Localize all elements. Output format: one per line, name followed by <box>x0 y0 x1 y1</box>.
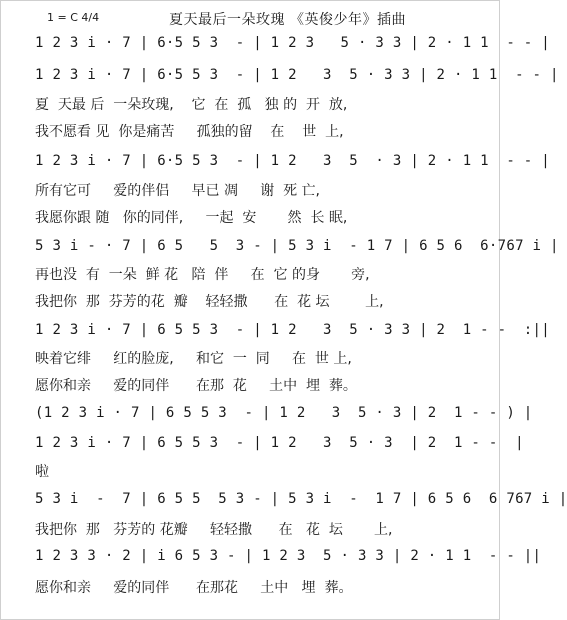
lyric-line: 我不愿看 见 你是痛苦 孤独的留 在 世 上, <box>35 124 344 140</box>
lyric-line: 我把你 那 芬芳的 花瓣 轻轻撒 在 花 坛 上, <box>35 522 393 538</box>
key-signature: 1 = C 4/4 <box>47 11 100 24</box>
notation-line: 1 2 3 i · 7 | 6·5 5 3 - | 1 2 3 5 · 3 3 | 2 · 1 1 - - | <box>35 35 550 51</box>
score-header <box>1 9 501 29</box>
notation-line: 1 2 3 i · 7 | 6 5 5 3 - | 1 2 3 5 · 3 3 | 2 1 - - :|| <box>35 322 550 338</box>
lyric-line: 愿你和亲 爱的同伴 在那 花 土中 埋 葬。 <box>35 378 357 394</box>
notation-line: 5 3 i - 7 | 6 5 5 5 3 - | 5 3 i - 1 7 | 6 5 6 6 767 i | <box>35 491 567 507</box>
lyric-line: 愿你和亲 爱的同伴 在那花 土中 埋 葬。 <box>35 580 353 596</box>
notation-line: 1 2 3 i · 7 | 6·5 5 3 - | 1 2 3 5 · 3 | 2 · 1 1 - - | <box>35 153 550 169</box>
lyric-line: 我把你 那 芬芳的花 瓣 轻轻撒 在 花 坛 上, <box>35 294 384 310</box>
notation-line: 5 3 i - · 7 | 6 5 5 3 - | 5 3 i - 1 7 | 6 5 6 6·767 i | <box>35 238 559 254</box>
notation-line: 1 2 3 i · 7 | 6 5 5 3 - | 1 2 3 5 · 3 | 2 1 - - | <box>35 435 524 451</box>
notation-line: 1 2 3 3 · 2 | i 6 5 3 - | 1 2 3 5 · 3 3 | 2 · 1 1 - - || <box>35 548 542 564</box>
lyric-line: 所有它可 爱的伴侣 早已 凋 谢 死 亡, <box>35 183 321 199</box>
notation-line: 1 2 3 i · 7 | 6·5 5 3 - | 1 2 3 5 · 3 3 | 2 · 1 1 - - | <box>35 67 559 83</box>
lyric-line: 映着它绯 红的脸庞, 和它 一 同 在 世 上, <box>35 351 352 367</box>
lyric-line: 啦 <box>35 464 49 480</box>
song-title: 夏天最后一朵玫瑰 《英俊少年》插曲 <box>169 12 406 28</box>
lyric-line: 夏 天最 后 一朵玫瑰, 它 在 孤 独 的 开 放, <box>35 97 348 113</box>
lyric-line: 再也没 有 一朵 鲜 花 陪 伴 在 它 的身 旁, <box>35 267 370 283</box>
notation-line: (1 2 3 i · 7 | 6 5 5 3 - | 1 2 3 5 · 3 | 2 1 - - ) | <box>35 405 533 421</box>
lyric-line: 我愿你跟 随 你的同伴, 一起 安 然 长 眠, <box>35 210 348 226</box>
